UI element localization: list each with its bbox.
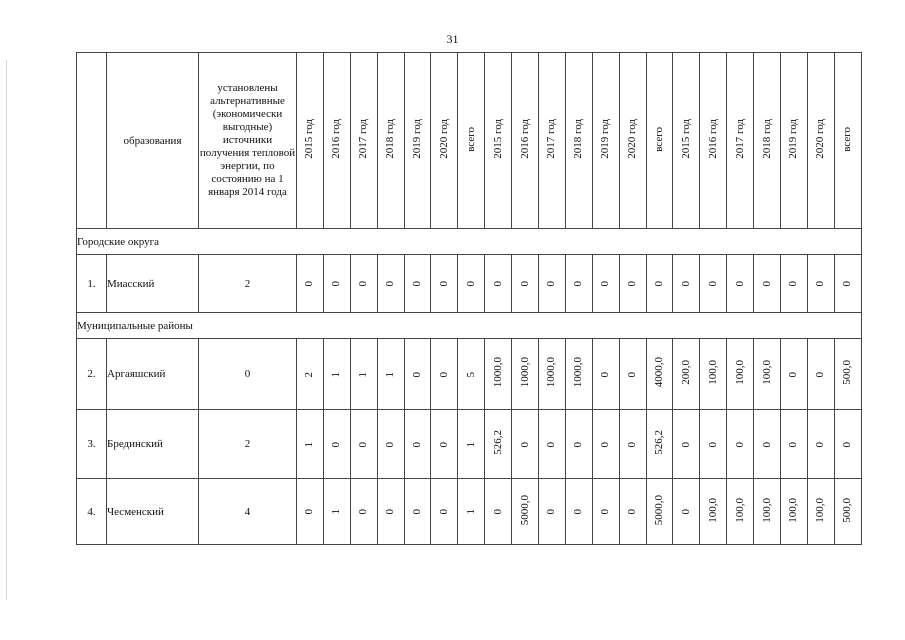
data-table (76, 52, 862, 545)
value-cell (673, 479, 700, 545)
value-cell (485, 255, 512, 313)
value-cell (727, 339, 754, 410)
value-label: 0 (626, 509, 639, 515)
value-label: 1 (464, 509, 477, 515)
value-cell (834, 410, 861, 479)
value-cell (323, 255, 350, 313)
header-period-cell (323, 53, 350, 229)
header-period-label: 2019 год (411, 119, 423, 159)
value-cell (377, 339, 404, 410)
header-period-label: 2020 год (814, 119, 827, 159)
value-label: 1000,0 (572, 357, 585, 388)
table-row (77, 255, 862, 313)
value-cell (539, 479, 566, 545)
value-label: 1 (330, 509, 343, 515)
value-label: 0 (491, 281, 504, 287)
value-cell (458, 339, 485, 410)
value-cell (485, 410, 512, 479)
table-row (77, 410, 862, 479)
value-cell (565, 255, 592, 313)
value-label: 0 (679, 281, 692, 287)
value-label: 5 (464, 371, 477, 377)
row-name: Аргаяшский (107, 339, 199, 410)
value-label: 0 (545, 441, 558, 447)
row-name: Брединский (107, 410, 199, 479)
section-row (77, 229, 862, 255)
value-label: 0 (545, 281, 558, 287)
header-period-label: 2020 год (626, 119, 639, 159)
value-label: 1 (464, 441, 477, 447)
value-label: 0 (330, 281, 343, 287)
value-label: 0 (303, 509, 316, 515)
value-label: 1 (357, 371, 370, 377)
value-label: 0 (599, 509, 612, 515)
header-period-cell (781, 53, 808, 229)
header-period-cell (834, 53, 861, 229)
value-label: 1 (384, 371, 397, 377)
value-cell (592, 255, 619, 313)
value-label: 0 (437, 371, 450, 377)
value-label: 100,0 (733, 497, 746, 523)
value-cell (700, 410, 727, 479)
value-cell (431, 339, 458, 410)
header-period-label: 2016 год (518, 119, 531, 159)
value-cell (619, 479, 646, 545)
value-label: 526,2 (491, 430, 504, 455)
value-cell (646, 479, 673, 545)
value-cell (350, 410, 377, 479)
table-row (77, 479, 862, 545)
value-label: 0 (411, 509, 423, 515)
value-label: 0 (572, 441, 585, 447)
value-cell (458, 255, 485, 313)
value-label: 0 (437, 441, 450, 447)
row-alt-sources: 4 (199, 479, 297, 545)
value-label: 100,0 (706, 497, 719, 523)
header-period-label: 2018 год (384, 119, 397, 159)
row-alt-sources: 2 (199, 410, 297, 479)
header-period-label: всего (841, 126, 854, 152)
value-label: 5000,0 (518, 494, 531, 526)
value-label: 0 (330, 441, 343, 447)
value-cell (700, 479, 727, 545)
value-cell (754, 339, 781, 410)
value-label: 100,0 (706, 360, 719, 385)
section-title: Муниципальные районы (77, 313, 862, 339)
value-cell (297, 410, 324, 479)
value-label: 0 (464, 281, 477, 287)
value-cell (431, 255, 458, 313)
value-cell (565, 410, 592, 479)
header-period-cell (700, 53, 727, 229)
value-cell (404, 255, 431, 313)
value-cell (673, 410, 700, 479)
header-period-label: всего (464, 126, 477, 152)
value-label: 500,0 (841, 360, 854, 385)
header-period-cell (512, 53, 539, 229)
row-number: 4. (77, 479, 107, 545)
value-cell (807, 410, 834, 479)
value-cell (485, 339, 512, 410)
value-cell (539, 410, 566, 479)
header-period-cell (565, 53, 592, 229)
header-period-cell (727, 53, 754, 229)
header-period-label: 2019 год (599, 119, 612, 159)
value-cell (377, 410, 404, 479)
value-label: 0 (787, 371, 800, 377)
value-cell (539, 339, 566, 410)
value-label: 0 (357, 509, 370, 515)
value-label: 0 (760, 441, 773, 447)
value-cell (754, 479, 781, 545)
value-label: 500,0 (841, 497, 854, 523)
value-label: 0 (814, 281, 827, 287)
value-label: 1000,0 (491, 357, 504, 388)
value-label: 0 (841, 281, 854, 287)
value-cell (297, 339, 324, 410)
value-cell (619, 255, 646, 313)
value-label: 0 (303, 281, 316, 287)
header-period-label: 2015 год (303, 119, 316, 159)
value-label: 1000,0 (518, 357, 531, 388)
value-cell (646, 339, 673, 410)
value-label: 526,2 (653, 430, 666, 455)
value-label: 0 (384, 441, 397, 447)
value-label: 0 (841, 441, 854, 447)
value-cell (592, 410, 619, 479)
value-cell (565, 479, 592, 545)
value-cell (350, 339, 377, 410)
value-label: 0 (626, 441, 639, 447)
page-number: 31 (446, 32, 459, 46)
value-cell (592, 339, 619, 410)
value-cell (619, 339, 646, 410)
header-period-cell (431, 53, 458, 229)
header-period-cell (404, 53, 431, 229)
value-label: 0 (572, 509, 585, 515)
value-label: 100,0 (814, 497, 827, 523)
section-title: Городские округа (77, 229, 862, 255)
value-cell (323, 410, 350, 479)
value-cell (377, 479, 404, 545)
value-cell (539, 255, 566, 313)
header-period-label: 2015 год (679, 119, 692, 159)
value-label: 0 (437, 281, 450, 287)
value-cell (834, 339, 861, 410)
value-cell (781, 410, 808, 479)
header-period-cell (807, 53, 834, 229)
header-period-label: 2017 год (357, 119, 370, 159)
value-label: 0 (653, 281, 666, 287)
value-cell (404, 339, 431, 410)
value-cell (512, 479, 539, 545)
header-period-label: 2015 год (491, 119, 504, 159)
value-label: 0 (814, 371, 827, 377)
value-label: 0 (599, 371, 612, 377)
header-period-label: 2017 год (545, 119, 558, 159)
value-label: 0 (733, 281, 746, 287)
value-label: 0 (545, 509, 558, 515)
value-cell (297, 255, 324, 313)
header-period-label: 2019 год (787, 119, 800, 159)
value-cell (485, 479, 512, 545)
header-period-cell (673, 53, 700, 229)
value-label: 4000,0 (653, 357, 666, 388)
header-row (77, 53, 862, 229)
value-cell (431, 410, 458, 479)
value-cell (807, 339, 834, 410)
row-number: 1. (77, 255, 107, 313)
header-period-label: всего (653, 126, 666, 152)
value-label: 100,0 (787, 497, 800, 523)
value-label: 100,0 (760, 360, 773, 385)
value-label: 0 (760, 281, 773, 287)
value-label: 0 (706, 441, 719, 447)
value-label: 0 (384, 509, 397, 515)
value-cell (297, 479, 324, 545)
value-label: 200,0 (679, 360, 692, 385)
value-cell (727, 410, 754, 479)
header-period-label: 2020 год (437, 119, 450, 159)
value-label: 0 (518, 441, 531, 447)
section-row (77, 313, 862, 339)
value-label: 100,0 (733, 360, 746, 385)
value-cell (727, 255, 754, 313)
header-cell-alt: установлены альтернативные (экономически выгодные) источники получения тепловой энергии, по состоянию на 1 января 2014 года (199, 53, 297, 229)
value-label: 0 (679, 441, 692, 447)
value-cell (323, 339, 350, 410)
value-cell (512, 339, 539, 410)
header-period-cell (539, 53, 566, 229)
value-label: 0 (599, 281, 612, 287)
value-label: 0 (814, 441, 827, 447)
header-period-cell (619, 53, 646, 229)
value-cell (673, 339, 700, 410)
value-cell (807, 255, 834, 313)
value-label: 0 (411, 441, 423, 447)
value-label: 0 (787, 441, 800, 447)
value-cell (458, 479, 485, 545)
value-label: 0 (706, 281, 719, 287)
header-period-cell (754, 53, 781, 229)
value-cell (700, 255, 727, 313)
value-label: 0 (679, 509, 692, 515)
table-row (77, 339, 862, 410)
value-cell (781, 255, 808, 313)
value-label: 1000,0 (545, 357, 558, 388)
value-cell (619, 410, 646, 479)
header-cell-name: образования (107, 53, 199, 229)
header-period-cell (458, 53, 485, 229)
value-cell (350, 479, 377, 545)
header-period-label: 2016 год (330, 119, 343, 159)
value-cell (458, 410, 485, 479)
value-cell (781, 479, 808, 545)
value-label: 2 (303, 371, 316, 377)
header-period-cell (377, 53, 404, 229)
header-period-label: 2018 год (760, 119, 773, 159)
row-name: Чесменский (107, 479, 199, 545)
value-cell (727, 479, 754, 545)
value-label: 0 (626, 281, 639, 287)
value-label: 0 (626, 371, 639, 377)
header-period-label: 2016 год (706, 119, 719, 159)
value-cell (807, 479, 834, 545)
value-cell (781, 339, 808, 410)
value-cell (512, 410, 539, 479)
value-cell (350, 255, 377, 313)
value-cell (834, 255, 861, 313)
value-label: 5000,0 (653, 494, 666, 526)
value-label: 0 (599, 441, 612, 447)
value-label: 0 (733, 441, 746, 447)
value-cell (404, 410, 431, 479)
header-period-cell (485, 53, 512, 229)
value-label: 100,0 (760, 497, 773, 523)
value-cell (431, 479, 458, 545)
value-cell (834, 479, 861, 545)
value-cell (565, 339, 592, 410)
value-cell (512, 255, 539, 313)
header-period-label: 2017 год (733, 119, 746, 159)
value-cell (646, 410, 673, 479)
value-label: 0 (437, 509, 450, 515)
value-label: 0 (518, 281, 531, 287)
header-period-label: 2018 год (572, 119, 585, 159)
value-label: 0 (411, 371, 423, 377)
header-cell-no (77, 53, 107, 229)
value-cell (754, 410, 781, 479)
value-label: 1 (330, 371, 343, 377)
scan-edge-line (6, 60, 7, 600)
value-label: 0 (491, 509, 504, 515)
value-label: 1 (303, 441, 316, 447)
row-alt-sources: 2 (199, 255, 297, 313)
header-period-cell (297, 53, 324, 229)
value-label: 0 (411, 281, 423, 287)
value-label: 0 (357, 441, 370, 447)
value-cell (754, 255, 781, 313)
value-label: 0 (384, 281, 397, 287)
value-cell (404, 479, 431, 545)
header-period-cell (646, 53, 673, 229)
value-cell (377, 255, 404, 313)
value-label: 0 (357, 281, 370, 287)
value-label: 0 (572, 281, 585, 287)
row-number: 3. (77, 410, 107, 479)
header-period-cell (350, 53, 377, 229)
value-cell (673, 255, 700, 313)
row-name: Миасский (107, 255, 199, 313)
header-period-cell (592, 53, 619, 229)
value-label: 0 (787, 281, 800, 287)
value-cell (592, 479, 619, 545)
row-alt-sources: 0 (199, 339, 297, 410)
value-cell (700, 339, 727, 410)
value-cell (323, 479, 350, 545)
value-cell (646, 255, 673, 313)
row-number: 2. (77, 339, 107, 410)
